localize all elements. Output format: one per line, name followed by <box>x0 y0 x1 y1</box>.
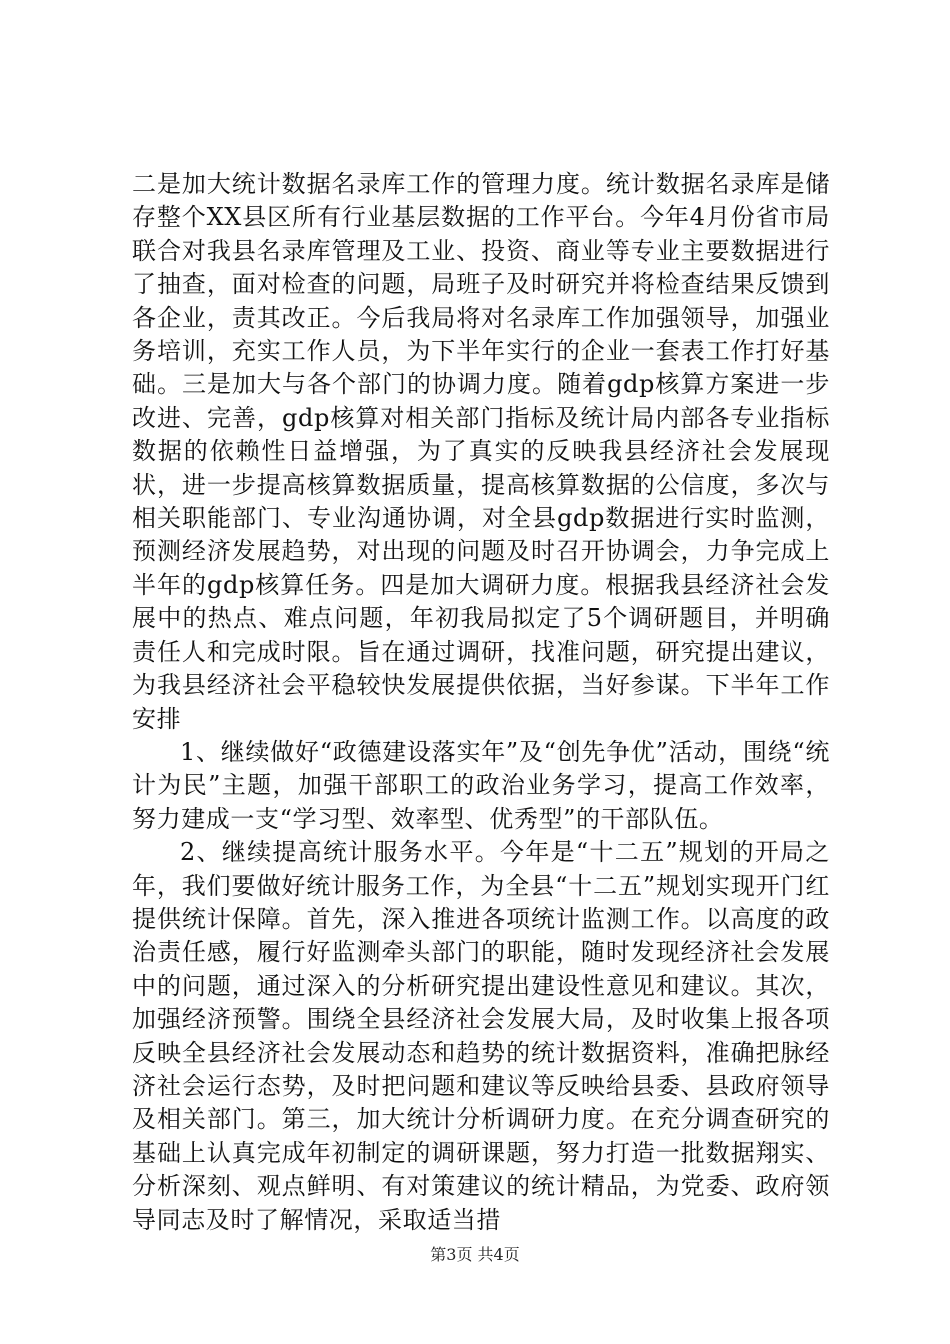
document-body <box>132 168 830 1237</box>
page-number-footer: 第3页 共4页 <box>430 1245 520 1264</box>
paragraph-statistics-database: 二是加大统计数据名录库工作的管理力度。统计数据名录库是储存整个XX县区所有行业基层数据的工作平台。今年4月份省市局联合对我县名录库管理及工业、投资、商业等专业主要数据进行了抽查，面对检查的问题，局班子及时研究并将检查结果反馈到各企业，责其改正。今后我局将对名录库工作加强领导，加强业务培训，充实工作人员，为下半年实行的企业一套表工作打好基础。三是加大与各个部门的协调力度。随着gdp核算方案进一步改进、完善，gdp核算对相关部门指标及统计局内部各专业指标数据的依赖性日益增强，为了真实的反映我县经济社会发展现状，进一步提高核算数据质量，提高核算数据的公信度，多次与相关职能部门、专业沟通协调，对全县gdp数据进行实时监测，预测经济发展趋势，对出现的问题及时召开协调会，力争完成上半年的gdp核算任务。四是加大调研力度。根据我县经济社会发展中的热点、难点问题，年初我局拟定了5个调研题目，并明确责任人和完成时限。旨在通过调研，找准问题，研究提出建议，为我县经济社会平稳较快发展提供依据，当好参谋。下半年工作安排 <box>132 170 830 733</box>
paragraph-item-2: 2、继续提高统计服务水平。今年是“十二五”规划的开局之年，我们要做好统计服务工作，为全县“十二五”规划实现开门红提供统计保障。首先，深入推进各项统计监测工作。以高度的政治责任感，履行好监测牵头部门的职能，随时发现经济社会发展中的问题，通过深入的分析研究提出建设性意见和建议。其次，加强经济预警。围绕全县经济社会发展大局，及时收集上报各项反映全县经济社会发展动态和趋势的统计数据资料，准确把脉经济社会运行态势，及时把问题和建议等反映给县委、县政府领导及相关部门。第三，加大统计分析调研力度。在充分调查研究的基础上认真完成年初制定的调研课题，努力打造一批数据翔实、分析深刻、观点鲜明、有对策建议的统计精品，为党委、政府领导同志及时了解情况，采取适当措 <box>132 838 830 1234</box>
paragraph-item-1: 1、继续做好“政德建设落实年”及“创先争优”活动，围绕“统计为民”主题，加强干部职工的政治业务学习，提高工作效率，努力建成一支“学习型、效率型、优秀型”的干部队伍。 <box>132 737 830 833</box>
